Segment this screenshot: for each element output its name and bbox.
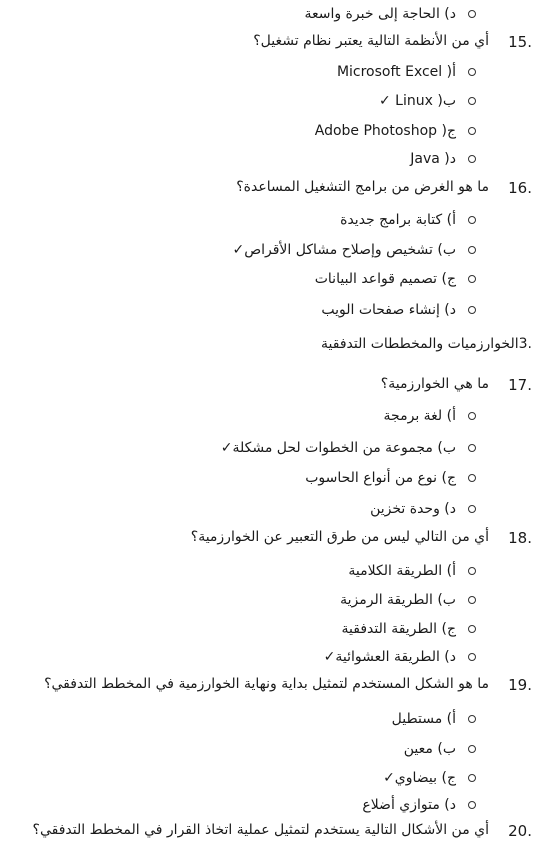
- option-label: د) الحاجة إلى خبرة واسعة: [304, 6, 456, 22]
- answer-option: [305, 470, 476, 486]
- option-label: أ) مستطيل: [391, 711, 456, 727]
- bullet-icon: [468, 10, 476, 18]
- bullet-icon: [468, 801, 476, 809]
- question-text: [236, 179, 489, 195]
- question-number: 18.: [508, 529, 532, 547]
- option-label: أ) الطريقة الكلامية: [348, 563, 456, 579]
- bullet-icon: [468, 306, 476, 314]
- question-number: 20.: [508, 822, 532, 840]
- answer-option: [410, 151, 476, 167]
- bullet-icon: [468, 596, 476, 604]
- answer-option: [370, 501, 476, 517]
- answer-option: [337, 64, 476, 80]
- answer-option: [324, 649, 476, 665]
- option-label: ب) الطريقة الرمزية: [340, 592, 456, 608]
- option-label: أ) لغة برمجة: [383, 408, 456, 424]
- bullet-icon: [468, 246, 476, 254]
- option-label: ب) مجموعة من الخطوات لحل مشكلة✓: [220, 440, 456, 456]
- answer-option: [362, 797, 476, 813]
- option-label: ج( Adobe Photoshop: [314, 123, 456, 139]
- question-number: 16.: [508, 179, 532, 197]
- question-label: أي من التالي ليس من طرق التعبير عن الخوارزمية؟: [190, 529, 489, 545]
- option-label: د) وحدة تخزين: [370, 501, 456, 517]
- question-text: [253, 33, 489, 49]
- bullet-icon: [468, 567, 476, 575]
- option-label: أ( Microsoft Excel: [336, 64, 456, 80]
- bullet-icon: [468, 505, 476, 513]
- answer-option: [392, 711, 476, 727]
- bullet-icon: [468, 745, 476, 753]
- bullet-icon: [468, 275, 476, 283]
- question-label: ما هي الخوارزمية؟: [380, 376, 489, 392]
- bullet-icon: [468, 412, 476, 420]
- bullet-icon: [468, 625, 476, 633]
- option-label: أ) كتابة برامج جديدة: [340, 212, 456, 228]
- question-text: [191, 529, 489, 545]
- bullet-icon: [468, 444, 476, 452]
- section-heading: .3الخوارزميات والمخططات التدفقية: [321, 336, 532, 352]
- option-label: د) إنشاء صفحات الويب: [321, 302, 456, 318]
- bullet-icon: [468, 97, 476, 105]
- bullet-icon: [468, 155, 476, 163]
- answer-option: [340, 212, 476, 228]
- answer-option: [315, 271, 476, 287]
- question-number: 17.: [508, 376, 532, 394]
- option-label: ب) معين: [403, 741, 456, 757]
- question-number: 19.: [508, 676, 532, 694]
- question-text: [44, 676, 489, 692]
- question-label: ما هو الشكل المستخدم لتمثيل بداية ونهاية الخوارزمية في المخطط التدفقي؟: [44, 676, 489, 692]
- answer-option: [379, 93, 476, 109]
- option-label: د) الطريقة العشوائية✓: [323, 649, 456, 665]
- answer-option: [384, 408, 476, 424]
- option-label: د) متوازي أضلاع: [362, 797, 456, 813]
- bullet-icon: [468, 715, 476, 723]
- question-label: أي من الأنظمة التالية يعتبر نظام تشغيل؟: [253, 33, 489, 49]
- question-label: ما هو الغرض من برامج التشغيل المساعدة؟: [236, 179, 489, 195]
- answer-option: [404, 741, 476, 757]
- answer-option: [304, 6, 476, 22]
- option-label: ب( Linux ✓: [378, 93, 456, 109]
- option-label: ج) تصميم قواعد البيانات: [314, 271, 456, 287]
- option-label: د( Java: [410, 151, 456, 167]
- bullet-icon: [468, 127, 476, 135]
- bullet-icon: [468, 474, 476, 482]
- question-text: [33, 822, 489, 838]
- answer-option: [221, 440, 476, 456]
- answer-option: [383, 770, 476, 786]
- option-label: ج) نوع من أنواع الحاسوب: [305, 470, 456, 486]
- option-label: ج) الطريقة التدفقية: [341, 621, 456, 637]
- bullet-icon: [468, 653, 476, 661]
- question-label: أي من الأشكال التالية يستخدم لتمثيل عملية اتخاذ القرار في المخطط التدفقي؟: [32, 822, 489, 838]
- option-label: ج) بيضاوي✓: [383, 770, 456, 786]
- option-label: ب) تشخيص وإصلاح مشاكل الأقراص✓: [232, 242, 456, 258]
- question-number: 15.: [508, 33, 532, 51]
- bullet-icon: [468, 68, 476, 76]
- answer-option: [232, 242, 476, 258]
- answer-option: [340, 592, 476, 608]
- bullet-icon: [468, 774, 476, 782]
- answer-option: [315, 123, 476, 139]
- answer-option: [342, 621, 476, 637]
- answer-option: [321, 302, 476, 318]
- bullet-icon: [468, 216, 476, 224]
- question-text: [381, 376, 489, 392]
- answer-option: [348, 563, 476, 579]
